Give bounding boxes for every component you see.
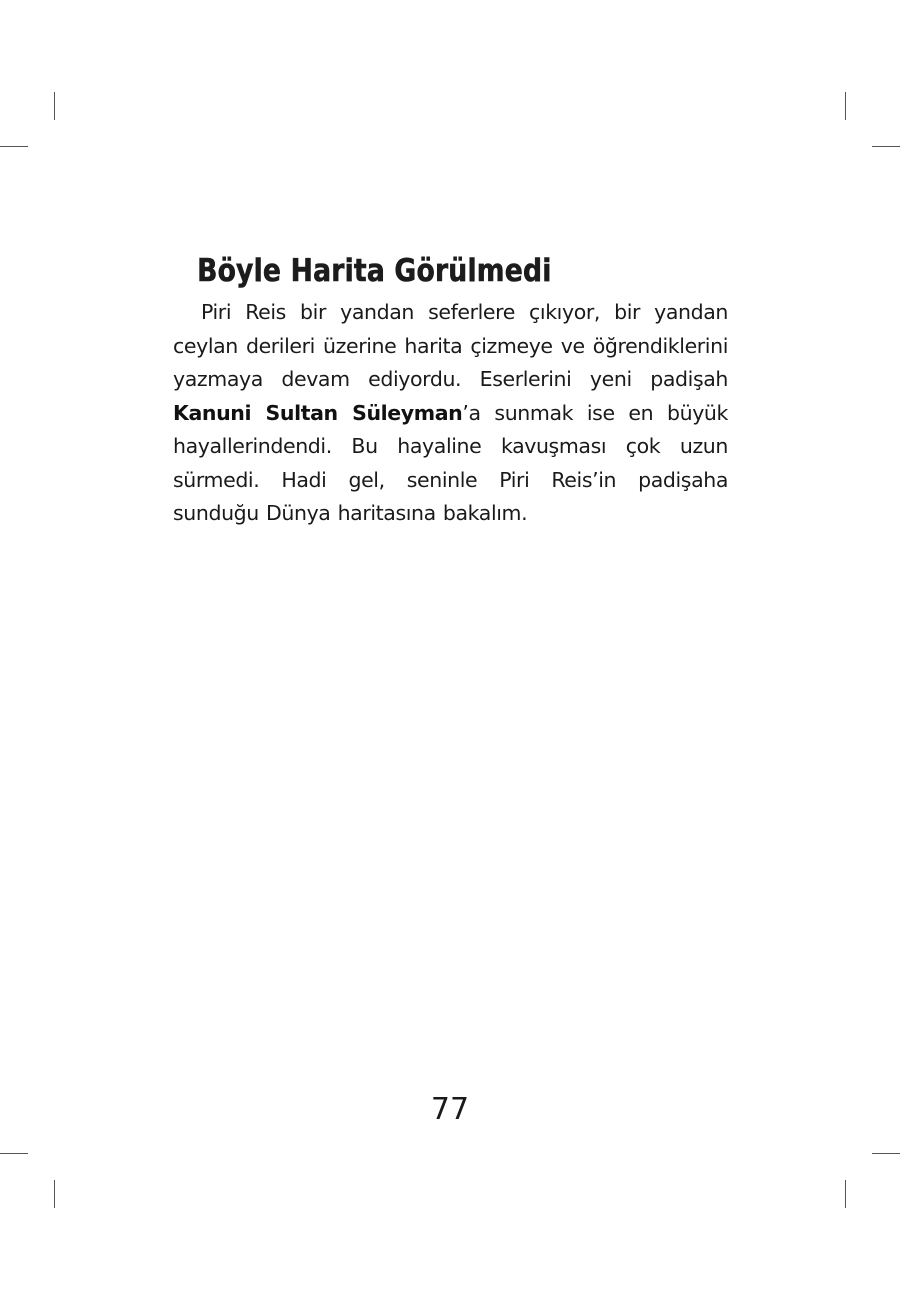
emphasized-name: Kanuni Sultan Süleyman [173, 400, 463, 425]
crop-mark-top-left-vertical [54, 92, 55, 120]
crop-mark-bottom-left-vertical [54, 1180, 55, 1208]
crop-mark-top-left-horizontal [0, 146, 28, 147]
crop-mark-bottom-left-horizontal [0, 1153, 28, 1154]
section-heading: Böyle Harita Görülmedi [197, 253, 552, 289]
page-number: 77 [430, 1092, 470, 1127]
body-paragraph [173, 296, 728, 531]
paragraph-text-start: Piri Reis bir yandan seferlere çıkıyor, bir yandan ceylan derileri üzerine harita çizmeye ve öğrendiklerini yazmaya devam ediyordu. Eserlerini yeni padişah [173, 300, 728, 391]
crop-mark-top-right-vertical [845, 92, 846, 120]
crop-mark-bottom-right-vertical [845, 1180, 846, 1208]
crop-mark-top-right-horizontal [872, 146, 900, 147]
text-block [173, 250, 728, 531]
paragraph-text-end: ’a sunmak ise en büyük hayallerindendi. Bu hayaline kavuşması çok uzun sürmedi. Hadi gel, seninle Piri Reis’in padişaha sunduğu Dünya haritasına bakalım. [173, 400, 728, 525]
crop-mark-bottom-right-horizontal [872, 1153, 900, 1154]
